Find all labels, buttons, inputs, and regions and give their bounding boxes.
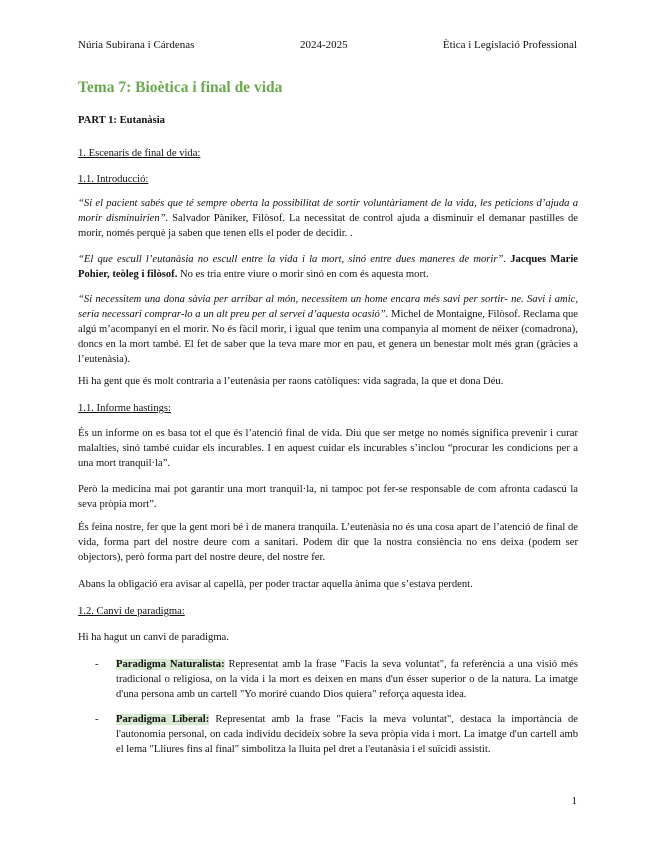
quote3-paragraph [78, 292, 578, 367]
quote3-text: “Si necessitem una dona sàvia per arribar al món, necessitem un home encara més savi per sortir- ne. Savi i amic, seria necessari comprar-lo a un alt preu per al servei d’aquesta ocasió”. [78, 294, 578, 320]
bullet-label: Paradigma Naturalista: [116, 659, 225, 670]
bullet-body: Representat amb la frase "Facis la seva voluntat", fa referència a una visió més tradicional o religiosa, on la vida i la mort es deixen en mans d'un ésser superior o de la natura. La imatge d'una persona amb un cartell "Yo moriré cuando Dios quiera" reforça aquesta idea. [116, 659, 578, 700]
hastings-paragraph-2: Però la medicina mai pot garantir una mort tranquil·la, ni tampoc pot fer-se responsable de com afronta cadascú la seva pròpia mort”. [78, 484, 578, 510]
bullet-text [116, 712, 578, 757]
quote2-rest: No es tria entre viure o morir sinó en com és aquesta mort. [177, 269, 429, 280]
bullet-text [116, 657, 578, 702]
subsection-intro-heading: 1.1. Introducció: [78, 174, 149, 185]
list-item [78, 657, 578, 702]
bullet-label: Paradigma Liberal: [116, 714, 210, 725]
header-course: Ètica i Legislació Professional [442, 39, 577, 51]
quote2-text: “El que escull l’eutanàsia no escull entre la vida i la mort, sinó entre dues maneres de morir”. [78, 254, 507, 265]
bullet-dash: - [95, 659, 99, 670]
quote1-paragraph [78, 196, 578, 241]
header-author: Núria Subirana i Cárdenas [78, 39, 195, 51]
quote1-text: “Si el pacient sabés que té sempre oberta la possibilitat de sortir voluntàriament de la vida, les peticions d’ajuda a morir disminuirien”. [78, 198, 578, 224]
paradigm-paragraph: Hi ha hagut un canvi de paradigma. [78, 632, 229, 643]
list-item [78, 712, 578, 757]
section1-heading: 1. Escenaris de final de vida: [78, 148, 201, 159]
bullet-dash: - [95, 714, 99, 725]
catholic-paragraph: Hi ha gent que és molt contraria a l’eutenàsia per raons catòliques: vida sagrada, la que et dona Déu. [78, 376, 504, 387]
quote3-rest: Michel de Montaigne, Filòsof. Reclama que algú m’acompanyi en el morir. No és fàcil morir, i igual que tenim una companyia al moment de néixer (comadrona), doncs en la mort també. El fet de saber que la teva mare mor en pau, et genera un benestar molt més gran (gràcies a l’eutenàsia). [78, 309, 578, 365]
quote1-rest: Salvador Pàniker, Filòsof. La necessitat de control ajuda a disminuir el demanar pastilles de morir, només perquè ja saben que tenen ells el poder de decidir. . [78, 213, 578, 239]
bullet-body: Representat amb la frase "Facis la meva voluntat", destaca la importància de l'autonomia personal, on cada individu decideix sobre la seva pròpia vida i mort. La imatge d'un cartell amb el lema "Lliures fins al final" simbolitza la lluita pel dret a l'eutanàsia i el suïcidi assistit. [116, 714, 578, 755]
quote2-author: Jacques Marie Pohier, teòleg i filòsof. [78, 254, 578, 280]
hastings-paragraph-4: Abans la obligació era avisar al capellà, per poder tractar aquella ànima que s’estava perdent. [78, 579, 473, 590]
subsection-hastings-heading: 1.1. Informe hastings: [78, 403, 171, 414]
part-heading: PART 1: Eutanàsia [78, 115, 165, 126]
quote2-paragraph [78, 252, 578, 282]
header-year: 2024-2025 [300, 39, 348, 51]
page-number: 1 [571, 795, 577, 807]
subsection-paradigm-heading: 1.2. Canvi de paradigma: [78, 606, 185, 617]
hastings-paragraph-1: És un informe on es basa tot el que és l’atenció final de vida. Diu que ser metge no només significa prevenir i curar malalties, sinó també cuidar els incurables. I en aquest cuidar els incurables s’inclou “procurar les condicions per a una mort tranquil·la”. [78, 428, 578, 469]
hastings-paragraph-3: És feina nostre, fer que la gent mori bé i de manera tranquila. L’eutenàsia no és una cosa apart de l’atenció de final de vida, forma part del nostre deure com a sanitari. Podem dir que la nostra consiència no ens deixa (podem ser objectors), però forma part del nostre deure, del nostre fer. [78, 522, 578, 563]
page-title: Tema 7: Bioètica i final de vida [78, 79, 283, 96]
